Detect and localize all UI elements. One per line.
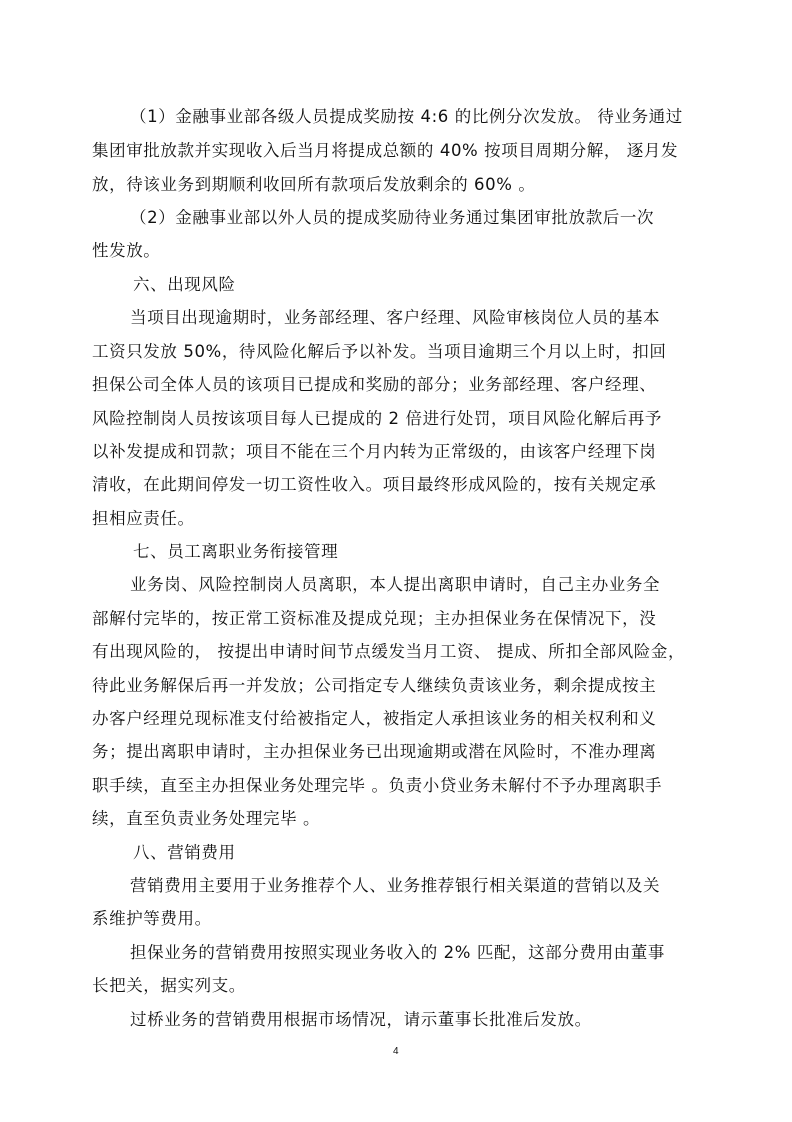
paragraph-line: （1）金融事业部各级人员提成奖励按 4:6 的比例分次发放。 待业务通过 [130,107,683,126]
paragraph-line: 营销费用主要用于业务推荐个人、业务推荐银行相关渠道的营销以及关 [130,876,661,895]
paragraph-line: 业务岗、风险控制岗人员离职，本人提出离职申请时，自己主办业务全 [130,575,661,594]
paragraph-line: 性发放。 [92,241,161,260]
paragraph-line: 放，待该业务到期顺利收回所有款项后发放剩余的 60% 。 [92,175,536,194]
paragraph-line: （2）金融事业部以外人员的提成奖励待业务通过集团审批放款后一次 [130,208,655,227]
paragraph-line: 风险控制岗人员按该项目每人已提成的 2 倍进行处罚，项目风险化解后再予 [92,409,662,428]
paragraph-line: 部解付完毕的，按正常工资标准及提成兑现；主办担保业务在保情况下，没 [92,609,657,628]
paragraph-line: 担保公司全体人员的该项目已提成和奖励的部分；业务部经理、客户经理、 [92,375,657,394]
paragraph-line: 担相应责任。 [92,509,195,528]
paragraph-line: 办客户经理兑现标准支付给被指定人，被指定人承担该业务的相关权利和义 [92,709,657,728]
section-heading: 七、员工离职业务衔接管理 [133,542,339,561]
section-heading: 八、营销费用 [133,843,236,862]
paragraph-line: 职手续，直至主办担保业务处理完毕 。负责小贷业务未解付不予办理离职手 [92,776,663,795]
paragraph-line: 以补发提成和罚款；项目不能在三个月内转为正常级的，由该客户经理下岗 [92,442,657,461]
paragraph-line: 工资只发放 50%，待风险化解后予以补发。当项目逾期三个月以上时，扣回 [92,342,667,361]
paragraph-line: 务；提出离职申请时，主办担保业务已出现逾期或潜在风险时，不准办理离 [92,742,657,761]
paragraph-line: 过桥业务的营销费用根据市场情况，请示董事长批准后发放。 [130,1010,592,1029]
paragraph-line: 担保业务的营销费用按照实现业务收入的 2% 匹配，这部分费用由董事 [130,943,665,962]
paragraph-line: 待此业务解保后再一并发放；公司指定专人继续负责该业务，剩余提成按主 [92,676,657,695]
page-number: 4 [393,1046,399,1057]
paragraph-line: 有出现风险的， 按提出申请时间节点缓发当月工资、 提成、所扣全部风险金， [92,642,686,661]
paragraph-line: 系维护等费用。 [92,909,212,928]
section-heading: 六、出现风险 [133,275,236,294]
paragraph-line: 清收，在此期间停发一切工资性收入。项目最终形成风险的，按有关规定承 [92,475,657,494]
paragraph-line: 续，直至负责业务处理完毕 。 [92,809,321,828]
paragraph-line: 集团审批放款并实现收入后当月将提成总额的 40% 按项目周期分解， 逐月发 [92,141,679,160]
paragraph-line: 当项目出现逾期时，业务部经理、客户经理、风险审核岗位人员的基本 [130,308,661,327]
paragraph-line: 长把关，据实列支。 [92,976,246,995]
